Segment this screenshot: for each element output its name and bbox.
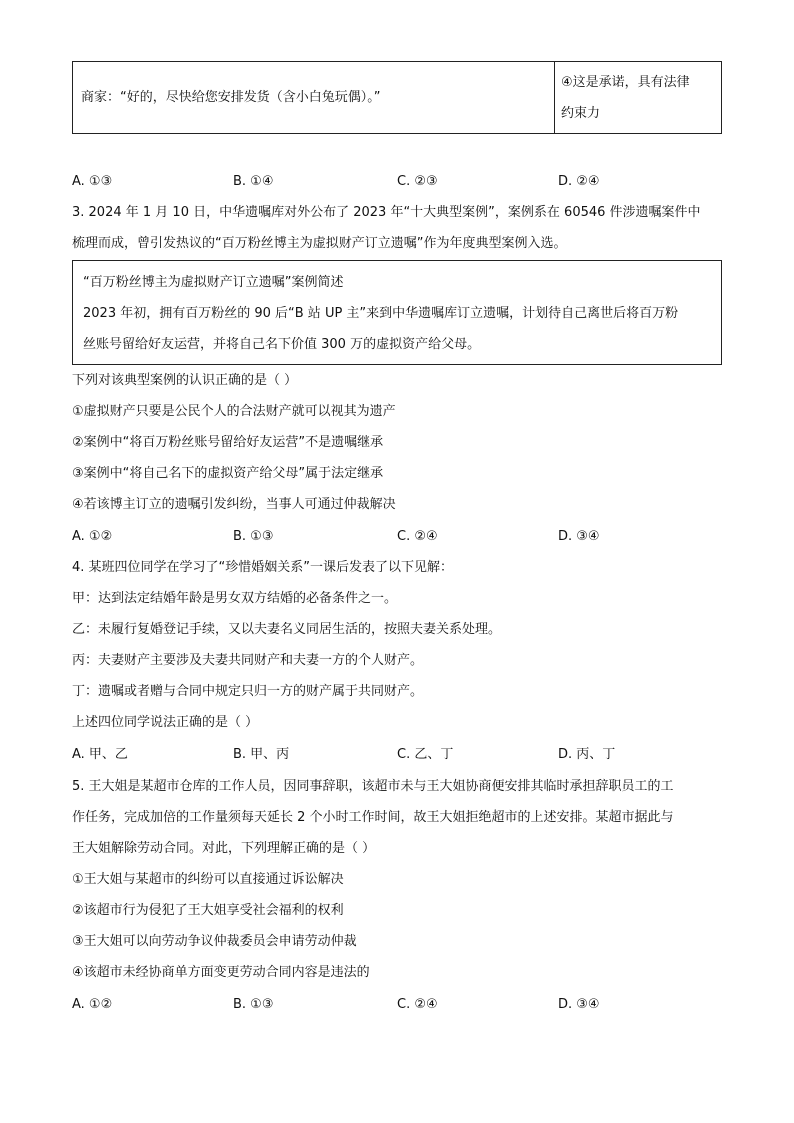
table-right-cell-line2: 约束力 xyxy=(561,106,601,121)
q3-option-a: A. ①② xyxy=(72,529,113,544)
q5-item-2: ②该超市行为侵犯了王大姐享受社会福利的权利 xyxy=(72,903,344,918)
top-table xyxy=(72,61,722,134)
q3-stem-line1: 3. 2024 年 1 月 10 日，中华遗嘱库对外公布了 2023 年“十大典型案例”，案例系在 60546 件涉遗嘱案件中 xyxy=(72,205,701,220)
q5-option-a: A. ①② xyxy=(72,997,113,1012)
q3-item-4: ④若该博主订立的遗嘱引发纠纷，当事人可通过仲裁解决 xyxy=(72,497,396,512)
q3-stem-line2: 梳理而成，曾引发热议的“百万粉丝博主为虚拟财产订立遗嘱”作为年度典型案例入选。 xyxy=(72,236,567,251)
q5-stem-line3: 王大姐解除劳动合同。对此，下列理解正确的是（ ） xyxy=(72,841,376,856)
q3-box-line1: 2023 年初，拥有百万粉丝的 90 后“B 站 UP 主”来到中华遗嘱库订立遗嘱，计划待自己离世后将百万粉 xyxy=(83,306,679,321)
q5-option-c: C. ②④ xyxy=(397,997,438,1012)
q3-question: 下列对该典型案例的认识正确的是（ ） xyxy=(72,373,298,388)
q3-box-line2: 丝账号留给好友运营，并将自己名下价值 300 万的虚拟资产给父母。 xyxy=(83,337,481,352)
q4-option-b: B. 甲、丙 xyxy=(233,747,290,762)
table-divider xyxy=(554,62,555,133)
q4-item-jia: 甲：达到法定结婚年龄是男女双方结婚的必备条件之一。 xyxy=(72,591,398,606)
q2-option-c: C. ②③ xyxy=(397,174,438,189)
q4-item-ding: 丁：遗嘱或者赠与合同中规定只归一方的财产属于共同财产。 xyxy=(72,684,424,699)
q2-option-d: D. ②④ xyxy=(558,174,600,189)
q3-option-c: C. ②④ xyxy=(397,529,438,544)
q3-item-3: ③案例中“将自己名下的虚拟资产给父母”属于法定继承 xyxy=(72,466,384,481)
q4-question: 上述四位同学说法正确的是（ ） xyxy=(72,715,259,730)
q5-item-1: ①王大姐与某超市的纠纷可以直接通过诉讼解决 xyxy=(72,872,344,887)
q5-stem-line2: 作任务，完成加倍的工作量须每天延长 2 个小时工作时间，故王大姐拒绝超市的上述安排。某超市据此与 xyxy=(72,810,674,825)
q4-item-bing: 丙：夫妻财产主要涉及夫妻共同财产和夫妻一方的个人财产。 xyxy=(72,653,424,668)
q3-option-b: B. ①③ xyxy=(233,529,274,544)
q2-option-a: A. ①③ xyxy=(72,174,113,189)
q5-option-b: B. ①③ xyxy=(233,997,274,1012)
q3-item-1: ①虚拟财产只要是公民个人的合法财产就可以视其为遗产 xyxy=(72,404,396,419)
q5-option-d: D. ③④ xyxy=(558,997,600,1012)
q4-option-a: A. 甲、乙 xyxy=(72,747,128,762)
q5-item-3: ③王大姐可以向劳动争议仲裁委员会申请劳动仲裁 xyxy=(72,934,357,949)
q2-option-b: B. ①④ xyxy=(233,174,274,189)
q4-option-d: D. 丙、丁 xyxy=(558,747,616,762)
q3-case-box xyxy=(72,260,722,365)
q4-item-yi: 乙：未履行复婚登记手续，又以夫妻名义同居生活的，按照夫妻关系处理。 xyxy=(72,622,502,637)
q4-stem: 4. 某班四位同学在学习了“珍惜婚姻关系”一课后发表了以下见解： xyxy=(72,560,454,575)
q4-option-c: C. 乙、丁 xyxy=(397,747,454,762)
table-right-cell-line1: ④这是承诺，具有法律 xyxy=(561,75,690,90)
table-left-cell: 商家：“好的，尽快给您安排发货（含小白兔玩偶）。” xyxy=(81,90,381,105)
q5-item-4: ④该超市未经协商单方面变更劳动合同内容是违法的 xyxy=(72,965,370,980)
q3-item-2: ②案例中“将百万粉丝账号留给好友运营”不是遗嘱继承 xyxy=(72,435,384,450)
q3-box-title: “百万粉丝博主为虚拟财产订立遗嘱”案例简述 xyxy=(83,275,344,290)
q5-stem-line1: 5. 王大姐是某超市仓库的工作人员，因同事辞职，该超市未与王大姐协商便安排其临时承担辞职员工的工 xyxy=(72,779,674,794)
q3-option-d: D. ③④ xyxy=(558,529,600,544)
